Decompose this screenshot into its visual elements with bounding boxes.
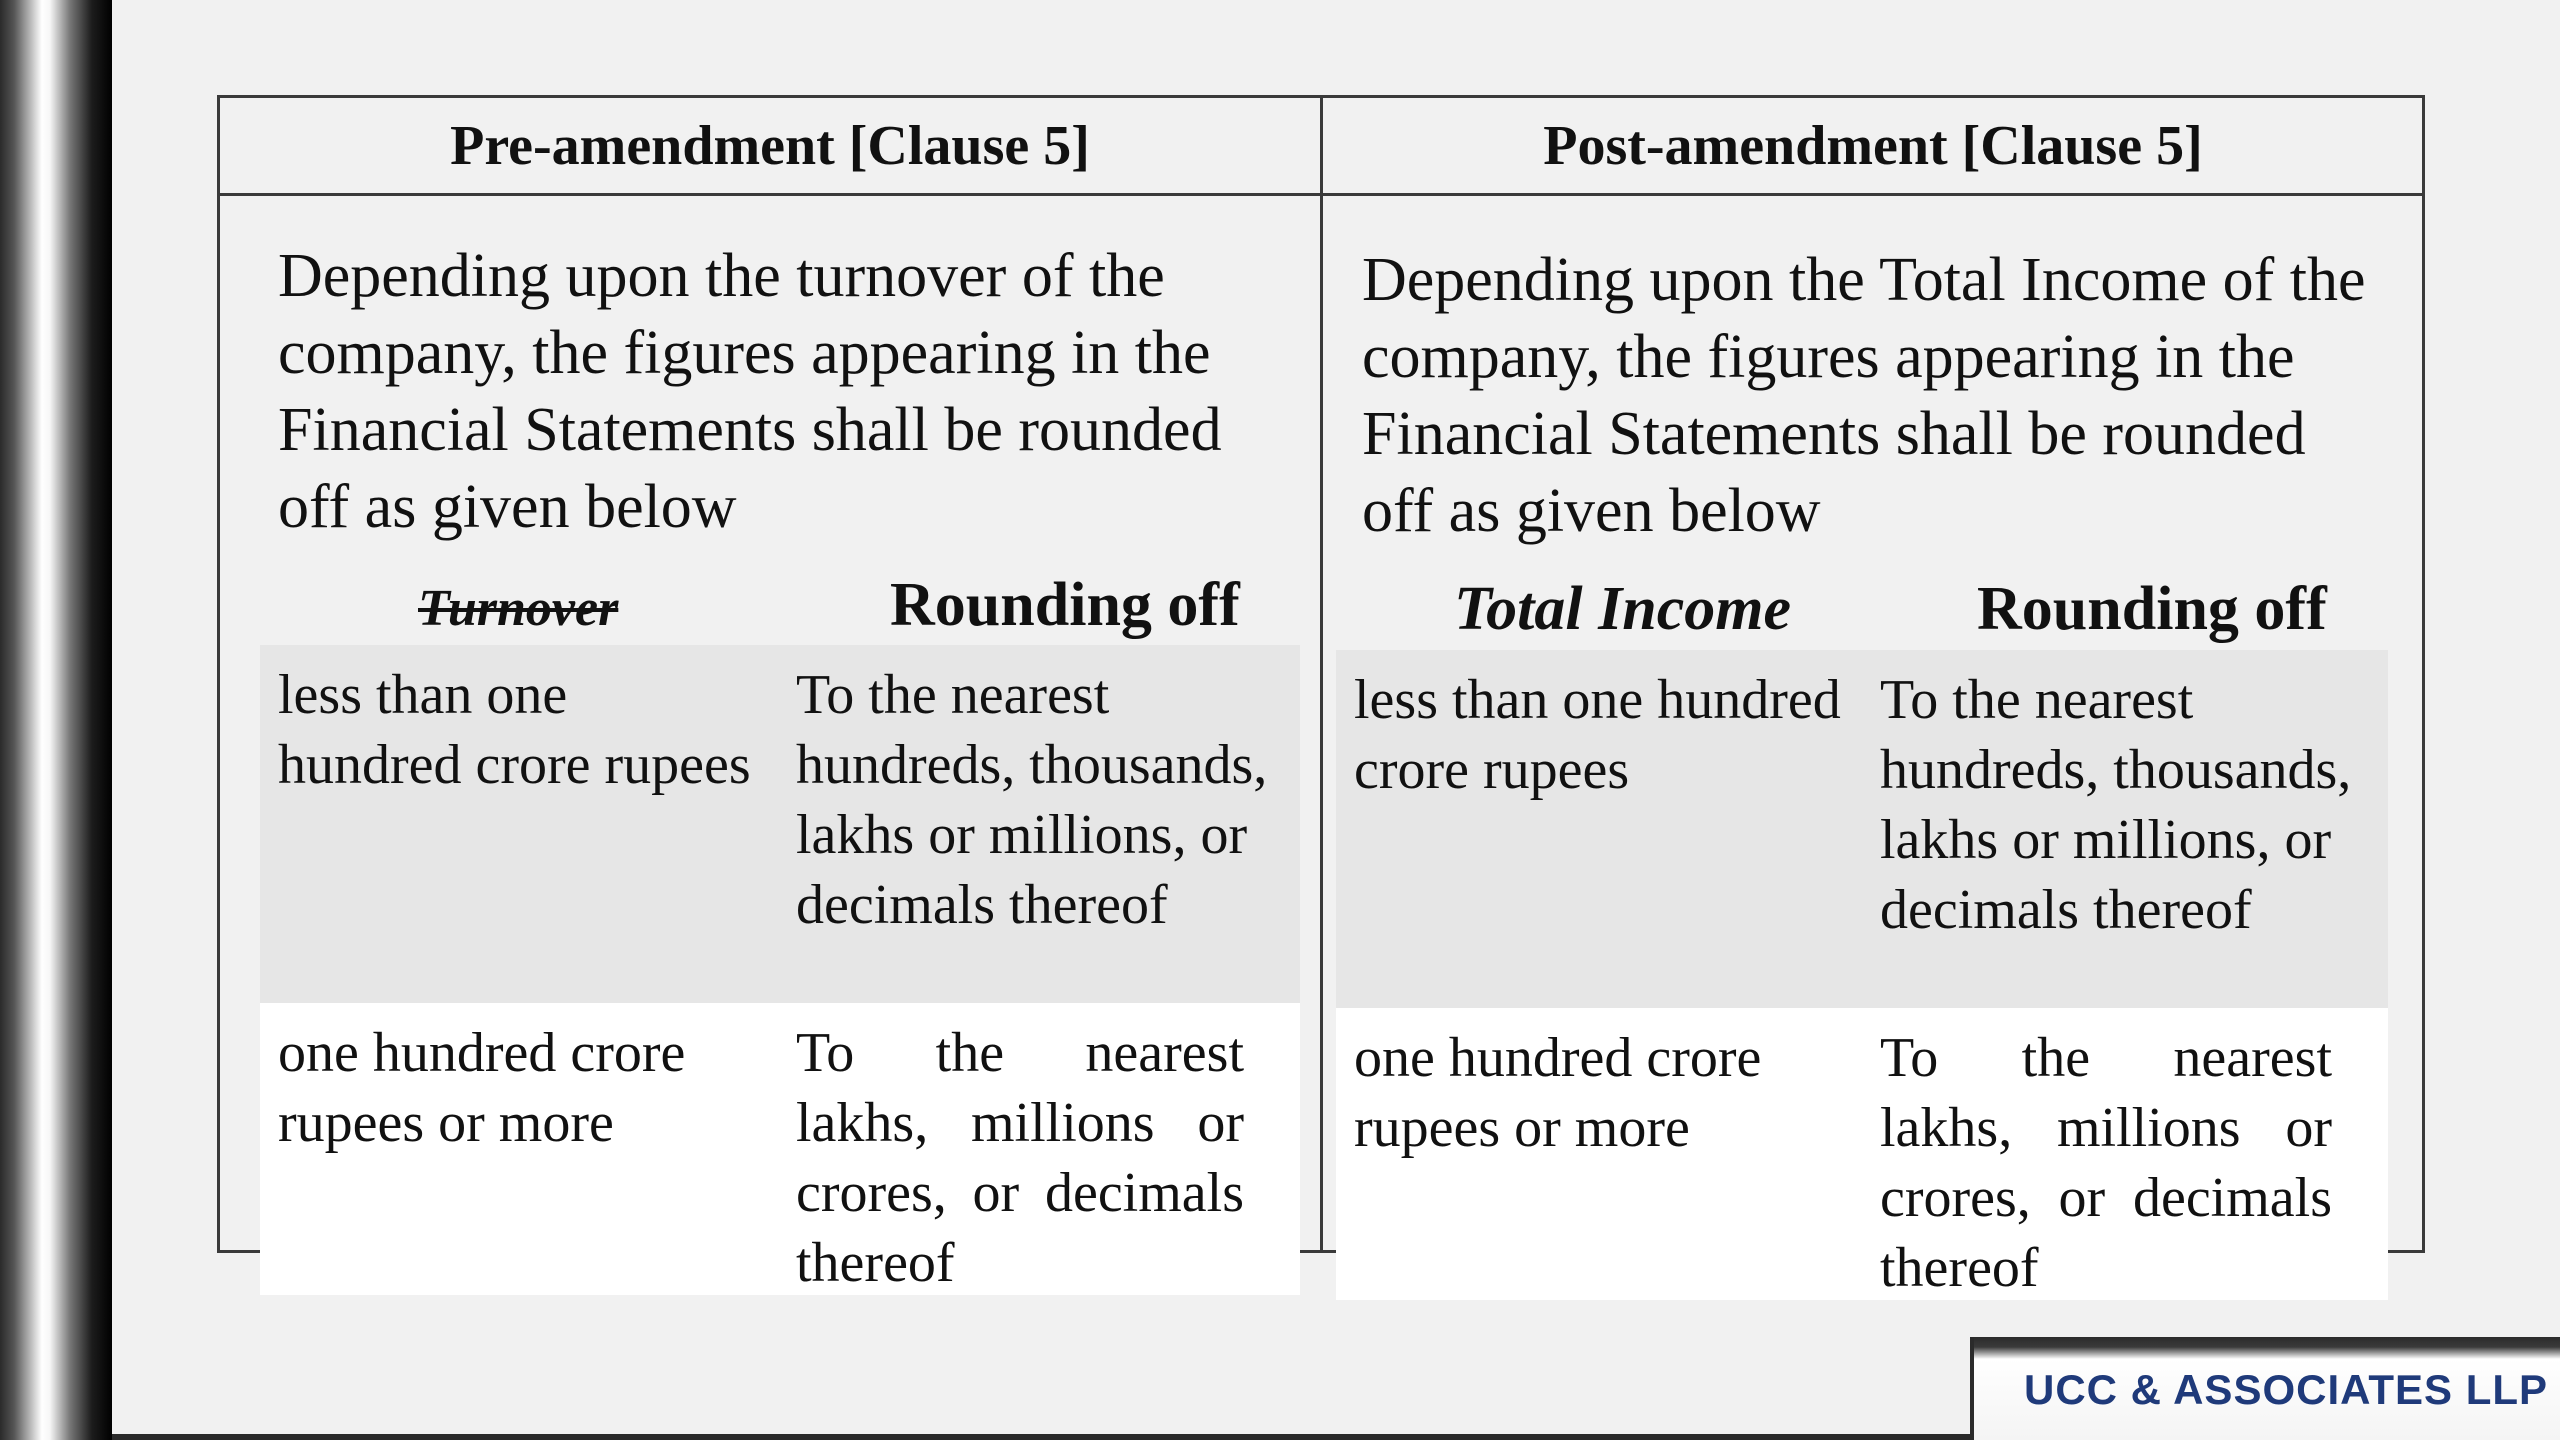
post-rounding-table [1336,650,2388,1300]
pre-amendment-header: Pre-amendment [Clause 5] [450,115,1090,177]
table-cell-threshold: one hundred crore rupees or more [260,1003,778,1295]
table-cell-rounding: To the nearest lakhs, millions or crores, or decimals thereof [1862,1008,2388,1300]
table-cell-rounding: To the nearest hundreds, thousands, lakhs or millions, or decimals thereof [1862,650,2388,1008]
post-amendment-header: Post-amendment [Clause 5] [1543,115,2203,177]
pre-rounding-table [260,645,1300,1295]
table-cell-threshold: less than one hundred crore rupees [260,645,778,1003]
post-col2-heading: Rounding off [1977,575,2327,643]
pre-col2-heading: Rounding off [890,571,1240,639]
table-column-divider [1320,95,1323,1253]
post-amendment-intro: Depending upon the Total Income of the company, the figures appearing in the Financial Statements shall be rounded off as given below [1362,246,2366,545]
pre-amendment-intro: Depending upon the turnover of the company, the figures appearing in the Financial Statements shall be rounded off as given below [278,242,1222,541]
table-header-divider [217,193,2425,196]
table-cell-threshold: less than one hundred crore rupees [1336,650,1862,1008]
post-col1-heading: Total Income [1454,575,1792,643]
table-cell-rounding: To the nearest hundreds, thousands, lakhs or millions, or decimals thereof [778,645,1300,1003]
table-cell-threshold: one hundred crore rupees or more [1336,1008,1862,1300]
firm-name-logo: UCC & ASSOCIATES LLP [2024,1366,2549,1413]
slide-left-border [0,0,112,1440]
pre-col1-heading-struck: Turnover [418,580,619,637]
table-cell-rounding: To the nearest lakhs, millions or crores, or decimals thereof [778,1003,1300,1295]
